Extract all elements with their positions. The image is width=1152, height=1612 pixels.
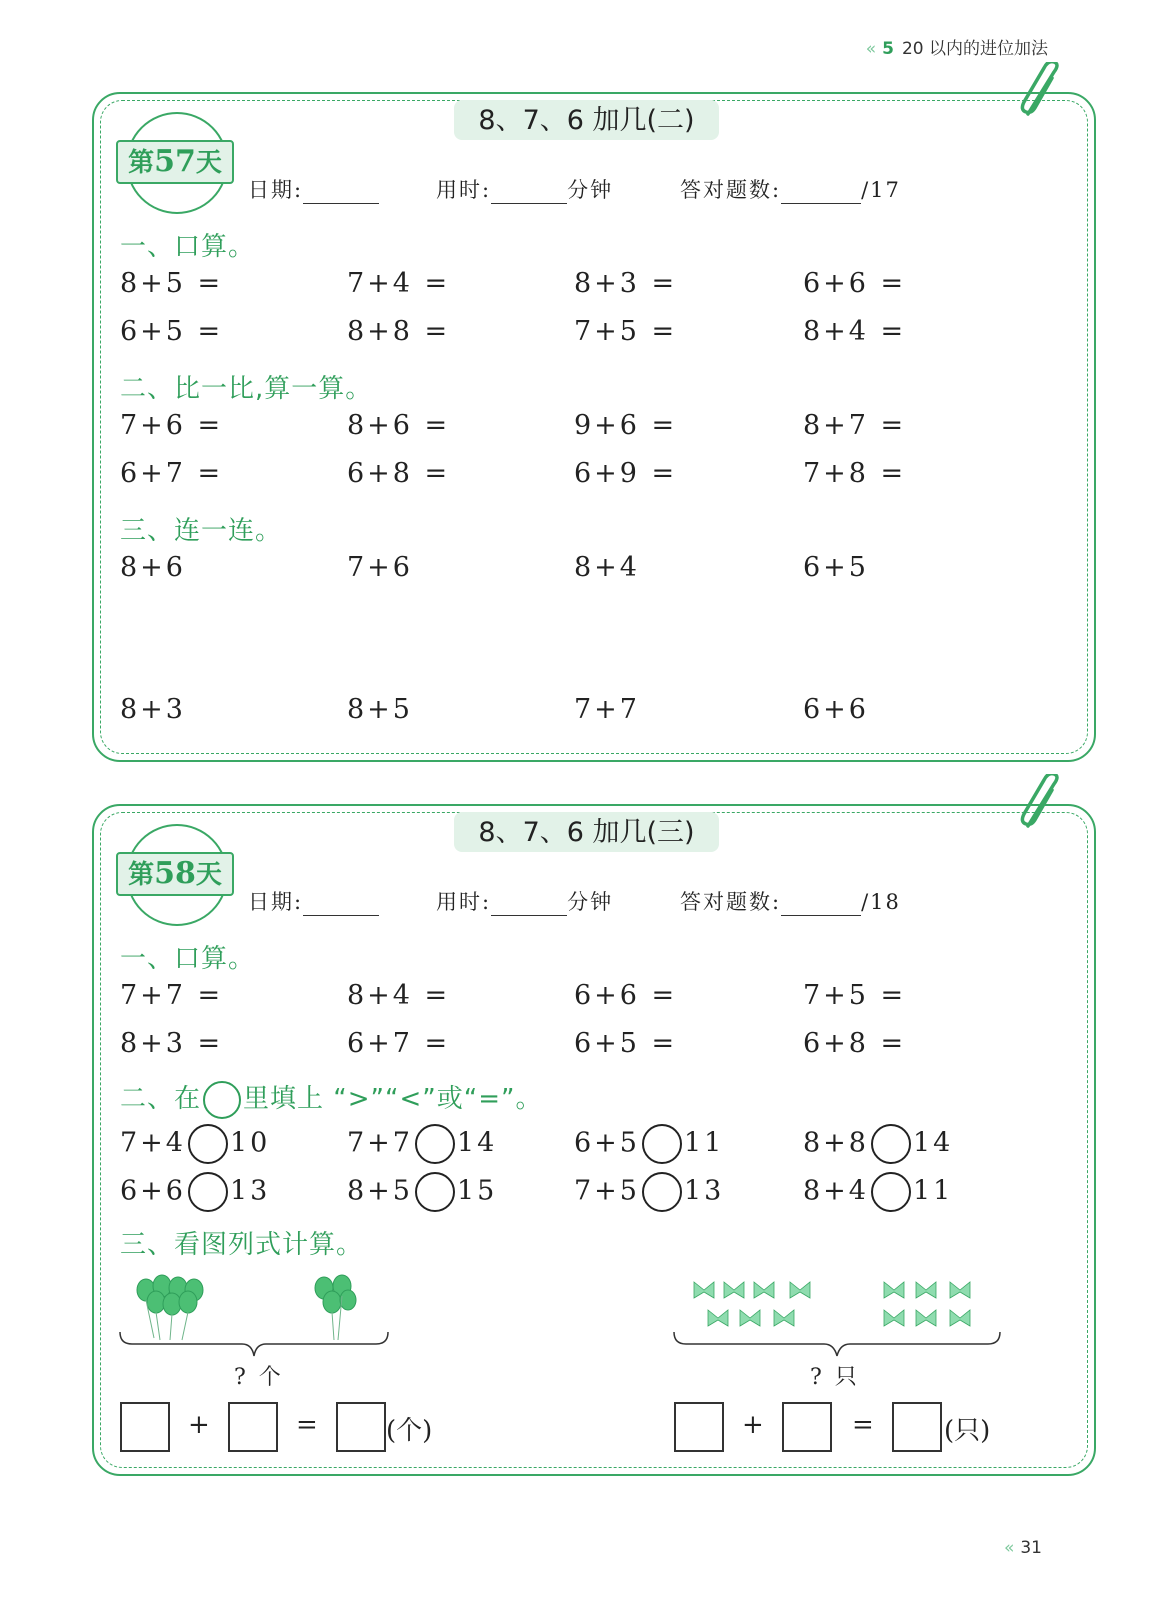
date-label: 日期:: [248, 890, 304, 914]
compare-circle[interactable]: [188, 1172, 228, 1212]
butterflies-group-right: [880, 1278, 990, 1334]
time-label: 用时:: [436, 890, 492, 914]
badge-ribbon: [116, 140, 234, 184]
compare-left: 8+4: [803, 1175, 869, 1207]
butterflies-group-left: [690, 1278, 830, 1334]
expression: 8+4 =: [803, 316, 907, 347]
right-question: ? 只: [810, 1365, 860, 1390]
match-item[interactable]: 8+5: [347, 694, 413, 725]
day-suffix: 天: [195, 148, 222, 178]
compare-left: 8+8: [803, 1127, 869, 1159]
day-suffix: 天: [195, 860, 222, 890]
section-2-heading: 二、比一比,算一算。: [120, 374, 373, 404]
score-blank[interactable]: [781, 895, 861, 916]
time-blank[interactable]: [491, 183, 567, 204]
compare-right: 14: [912, 1127, 954, 1159]
compare-circle[interactable]: [415, 1172, 455, 1212]
section-2-text-b: 里填上: [243, 1084, 325, 1114]
answer-box[interactable]: [782, 1402, 832, 1452]
expression: 7+5 =: [803, 980, 907, 1011]
worksheet-card-day57: [92, 92, 1096, 762]
expression: 6+5 =: [574, 1028, 678, 1059]
compare-item: [574, 1172, 724, 1212]
date-field: [248, 886, 379, 916]
compare-left: 7+7: [347, 1127, 413, 1159]
compare-item: [347, 1172, 497, 1212]
expression: 8+3 =: [120, 1028, 224, 1059]
chevron-left-icon: «: [1003, 1538, 1015, 1558]
unit-label: (只): [944, 1416, 991, 1446]
score-total: /18: [861, 890, 901, 914]
card-title: 8、7、6 加几(三): [454, 812, 719, 852]
compare-right: 14: [456, 1127, 498, 1159]
match-item[interactable]: 8+6: [120, 552, 186, 583]
compare-right: 11: [683, 1127, 725, 1159]
expression: 6+7 =: [347, 1028, 451, 1059]
score-blank[interactable]: [781, 183, 861, 204]
expression: 7+7 =: [120, 980, 224, 1011]
compare-right: 15: [456, 1175, 498, 1207]
unit-label: (个): [386, 1416, 433, 1446]
section-3-heading: 三、连一连。: [120, 516, 283, 546]
match-item[interactable]: 7+6: [347, 552, 413, 583]
card-title: 8、7、6 加几(二): [454, 100, 719, 140]
date-blank[interactable]: [303, 183, 379, 204]
time-unit: 分钟: [567, 890, 614, 914]
section-2-heading: [120, 1078, 542, 1119]
left-question: ? 个: [234, 1365, 284, 1390]
day-badge: [116, 824, 234, 924]
section-2-text-a: 二、在: [120, 1084, 202, 1114]
compare-left: 7+5: [574, 1175, 640, 1207]
time-label: 用时:: [436, 178, 492, 202]
compare-item: [574, 1124, 724, 1164]
date-blank[interactable]: [303, 895, 379, 916]
plus-sign: +: [742, 1410, 764, 1440]
worksheet-card-day58: [92, 804, 1096, 1476]
compare-left: 6+5: [574, 1127, 640, 1159]
expression: 8+8 =: [347, 316, 451, 347]
match-item[interactable]: 7+7: [574, 694, 640, 725]
badge-ribbon: [116, 852, 234, 896]
compare-right: 10: [229, 1127, 271, 1159]
expression: 7+5 =: [574, 316, 678, 347]
date-label: 日期:: [248, 178, 304, 202]
answer-box[interactable]: [228, 1402, 278, 1452]
expression: 7+6 =: [120, 410, 224, 441]
compare-right: 11: [912, 1175, 954, 1207]
expression: 6+6 =: [574, 980, 678, 1011]
expression: 6+8 =: [803, 1028, 907, 1059]
curly-brace-right: [672, 1330, 1002, 1358]
compare-circle[interactable]: [188, 1124, 228, 1164]
time-field: [436, 886, 613, 916]
day-number: 58: [154, 856, 196, 891]
answer-box[interactable]: [674, 1402, 724, 1452]
compare-item: [803, 1124, 953, 1164]
chapter-title: 20 以内的进位加法: [901, 39, 1048, 59]
time-unit: 分钟: [567, 178, 614, 202]
circle-icon: [203, 1081, 241, 1119]
expression: 8+4 =: [347, 980, 451, 1011]
match-item[interactable]: 6+5: [803, 552, 869, 583]
score-label: 答对题数:: [680, 178, 782, 202]
date-field: [248, 174, 379, 204]
plus-sign: +: [188, 1410, 210, 1440]
compare-circle[interactable]: [871, 1172, 911, 1212]
expression: 6+5 =: [120, 316, 224, 347]
page-number: 31: [1020, 1538, 1042, 1558]
answer-box[interactable]: [336, 1402, 386, 1452]
compare-item: [120, 1172, 270, 1212]
section-2-text-c: “>”“<”或“=”。: [333, 1084, 543, 1114]
time-field: [436, 174, 613, 204]
paperclip-icon: [1020, 774, 1064, 834]
compare-right: 13: [229, 1175, 271, 1207]
score-field: [680, 174, 901, 204]
paperclip-icon: [1020, 62, 1064, 122]
expression: 6+6 =: [803, 268, 907, 299]
expression: 9+6 =: [574, 410, 678, 441]
answer-box[interactable]: [120, 1402, 170, 1452]
score-field: [680, 886, 901, 916]
match-item[interactable]: 8+4: [574, 552, 640, 583]
equals-sign: =: [296, 1410, 318, 1440]
match-item[interactable]: 6+6: [803, 694, 869, 725]
equals-sign: =: [852, 1410, 874, 1440]
chapter-number: 5: [882, 39, 894, 59]
expression: 7+4 =: [347, 268, 451, 299]
compare-circle[interactable]: [642, 1124, 682, 1164]
section-1-heading: 一、口算。: [120, 944, 256, 974]
compare-left: 6+6: [120, 1175, 186, 1207]
match-item[interactable]: 8+3: [120, 694, 186, 725]
chevron-left-icon: «: [865, 39, 877, 59]
expression: 7+8 =: [803, 458, 907, 489]
score-total: /17: [861, 178, 901, 202]
page-header: [866, 34, 1048, 59]
day-badge: [116, 112, 234, 212]
score-label: 答对题数:: [680, 890, 782, 914]
day-prefix: 第: [128, 860, 155, 890]
curly-brace-left: [118, 1330, 390, 1358]
compare-left: 7+4: [120, 1127, 186, 1159]
day-number: 57: [154, 144, 196, 179]
section-3-heading: 三、看图列式计算。: [120, 1230, 364, 1260]
compare-right: 13: [683, 1175, 725, 1207]
compare-circle[interactable]: [871, 1124, 911, 1164]
expression: 6+8 =: [347, 458, 451, 489]
time-blank[interactable]: [491, 895, 567, 916]
expression: 8+5 =: [120, 268, 224, 299]
expression: 8+7 =: [803, 410, 907, 441]
page-footer: [1004, 1538, 1042, 1558]
compare-circle[interactable]: [642, 1172, 682, 1212]
expression: 8+6 =: [347, 410, 451, 441]
section-1-heading: 一、口算。: [120, 232, 256, 262]
answer-box[interactable]: [892, 1402, 942, 1452]
compare-item: [120, 1124, 270, 1164]
compare-item: [347, 1124, 497, 1164]
day-prefix: 第: [128, 148, 155, 178]
expression: 8+3 =: [574, 268, 678, 299]
expression: 6+7 =: [120, 458, 224, 489]
compare-item: [803, 1172, 953, 1212]
compare-circle[interactable]: [415, 1124, 455, 1164]
expression: 6+9 =: [574, 458, 678, 489]
compare-left: 8+5: [347, 1175, 413, 1207]
